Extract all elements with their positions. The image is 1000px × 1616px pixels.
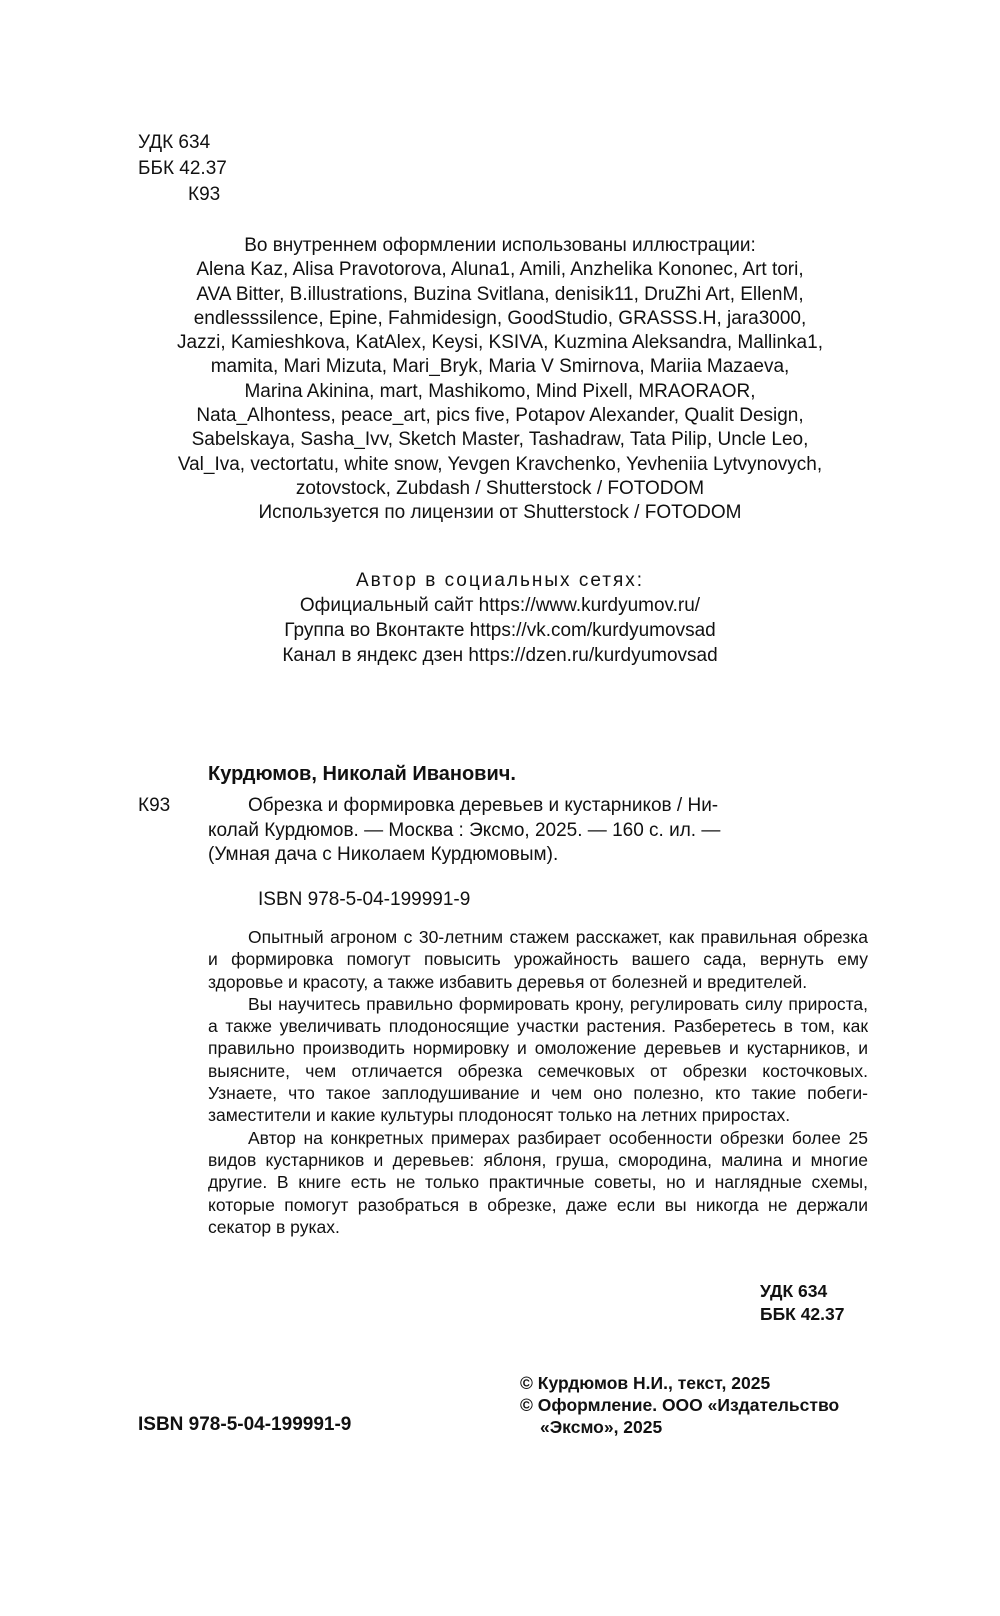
bibliographic-entry xyxy=(208,794,878,868)
social-links xyxy=(120,568,880,668)
credits-line: zotovstock, Zubdash / Shutterstock / FOTODOM xyxy=(295,477,705,499)
classification-block xyxy=(138,130,227,208)
credits-line: Val_Iva, vectortatu, white snow, Yevgen Kravchenko, Yevheniia Lytvynovych, xyxy=(177,453,823,475)
credits-line: mamita, Mari Mizuta, Mari_Bryk, Maria V Smirnova, Mariia Mazaeva, xyxy=(210,356,790,378)
illustrations-heading: Во внутреннем оформлении использованы иллюстрации: xyxy=(244,235,756,256)
credits-line: Nata_Alhontess, peace_art, pics five, Potapov Alexander, Qualit Design, xyxy=(196,405,804,427)
copyright-line: © Курдюмов Н.И., текст, 2025 xyxy=(520,1373,771,1393)
udk-code: УДК 634 xyxy=(760,1281,828,1301)
bbk-code: ББК 42.37 xyxy=(760,1304,845,1324)
author-mark: К93 xyxy=(188,184,221,205)
credits-line: Jazzi, Kamieshkova, KatAlex, Keysi, KSIVA, Kuzmina Aleksandra, Mallinka1, xyxy=(177,332,823,354)
dzen-channel-link[interactable]: Канал в яндекс дзен https://dzen.ru/kurdyumovsad xyxy=(282,645,718,666)
bbk-code: ББК 42.37 xyxy=(138,158,227,179)
illustrations-credits xyxy=(120,234,880,526)
credits-line: Sabelskaya, Sasha_Ivv, Sketch Master, Tashadraw, Tata Pilip, Uncle Leo, xyxy=(191,429,809,451)
entry-line: колай Курдюмов. — Москва : Эксмо, 2025. — 160 с. ил. — xyxy=(208,819,721,841)
annotation xyxy=(208,926,868,1238)
udk-code: УДК 634 xyxy=(138,132,211,153)
credits-line: Marina Akinina, mart, Mashikomo, Mind Pixell, MRAORAOR, xyxy=(244,380,756,402)
social-heading: Автор в социальных сетях: xyxy=(355,570,645,591)
footer-classification xyxy=(760,1280,845,1326)
copyright-line: © Оформление. ООО «Издательство xyxy=(520,1395,840,1415)
annotation-paragraph: Вы научитесь правильно формировать крону, регулировать силу прироста, а также увеличивать плодоносящие участки растения. Разберетесь в том, как правильно производить нормировку и омоложение деревьев и кустарников, и выясните, чем отличается обрезка семечковых от обрезки косточковых. Узнаете, что такое заплодушивание и чем оно полезно, кто такие побеги-заместители и какие культуры плодоносят только на летних приростах. xyxy=(208,993,868,1126)
author-mark: К93 xyxy=(138,795,171,816)
credits-line: endlesssilence, Epine, Fahmidesign, GoodStudio, GRASSS.H, jara3000, xyxy=(193,307,807,329)
official-site-link[interactable]: Официальный сайт https://www.kurdyumov.ru/ xyxy=(299,595,701,616)
annotation-paragraph: Опытный агроном с 30-летним стажем расскажет, как правильная обрезка и формировка помогут повысить урожайность вашего сада, вернуть ему здоровье и красоту, а также избавить деревья от болезней и вредителей. xyxy=(208,927,868,992)
isbn-line: ISBN 978-5-04-199991-9 xyxy=(258,889,471,910)
author-heading: Курдюмов, Николай Иванович. xyxy=(208,763,516,785)
copyright-line: «Эксмо», 2025 xyxy=(540,1417,663,1437)
annotation-paragraph: Автор на конкретных примерах разбирает особенности обрезки более 25 видов кустарников и деревьев: яблоня, груша, смородина, малина и многие другие. В книге есть не только практичные советы, но и наглядные схемы, которые помогут разобраться в обрезке, даже если вы никогда не держали секатор в руках. xyxy=(208,1127,868,1237)
entry-line: Обрезка и формировка деревьев и кустарников / Ни- xyxy=(248,795,719,816)
credits-line: AVA Bitter, B.illustrations, Buzina Svitlana, denisik11, DruZhi Art, EllenM, xyxy=(196,283,804,305)
credits-line: Alena Kaz, Alisa Pravotorova, Aluna1, Amili, Anzhelika Kononec, Art tori, xyxy=(196,259,804,281)
license-line: Используется по лицензии от Shutterstock / FOTODOM xyxy=(258,502,742,524)
vk-group-link[interactable]: Группа во Вконтакте https://vk.com/kurdyumovsad xyxy=(284,620,716,641)
copyright-notice xyxy=(520,1372,839,1438)
footer-isbn: ISBN 978-5-04-199991-9 xyxy=(138,1414,352,1435)
entry-line: (Умная дача с Николаем Курдюмовым). xyxy=(208,844,559,865)
